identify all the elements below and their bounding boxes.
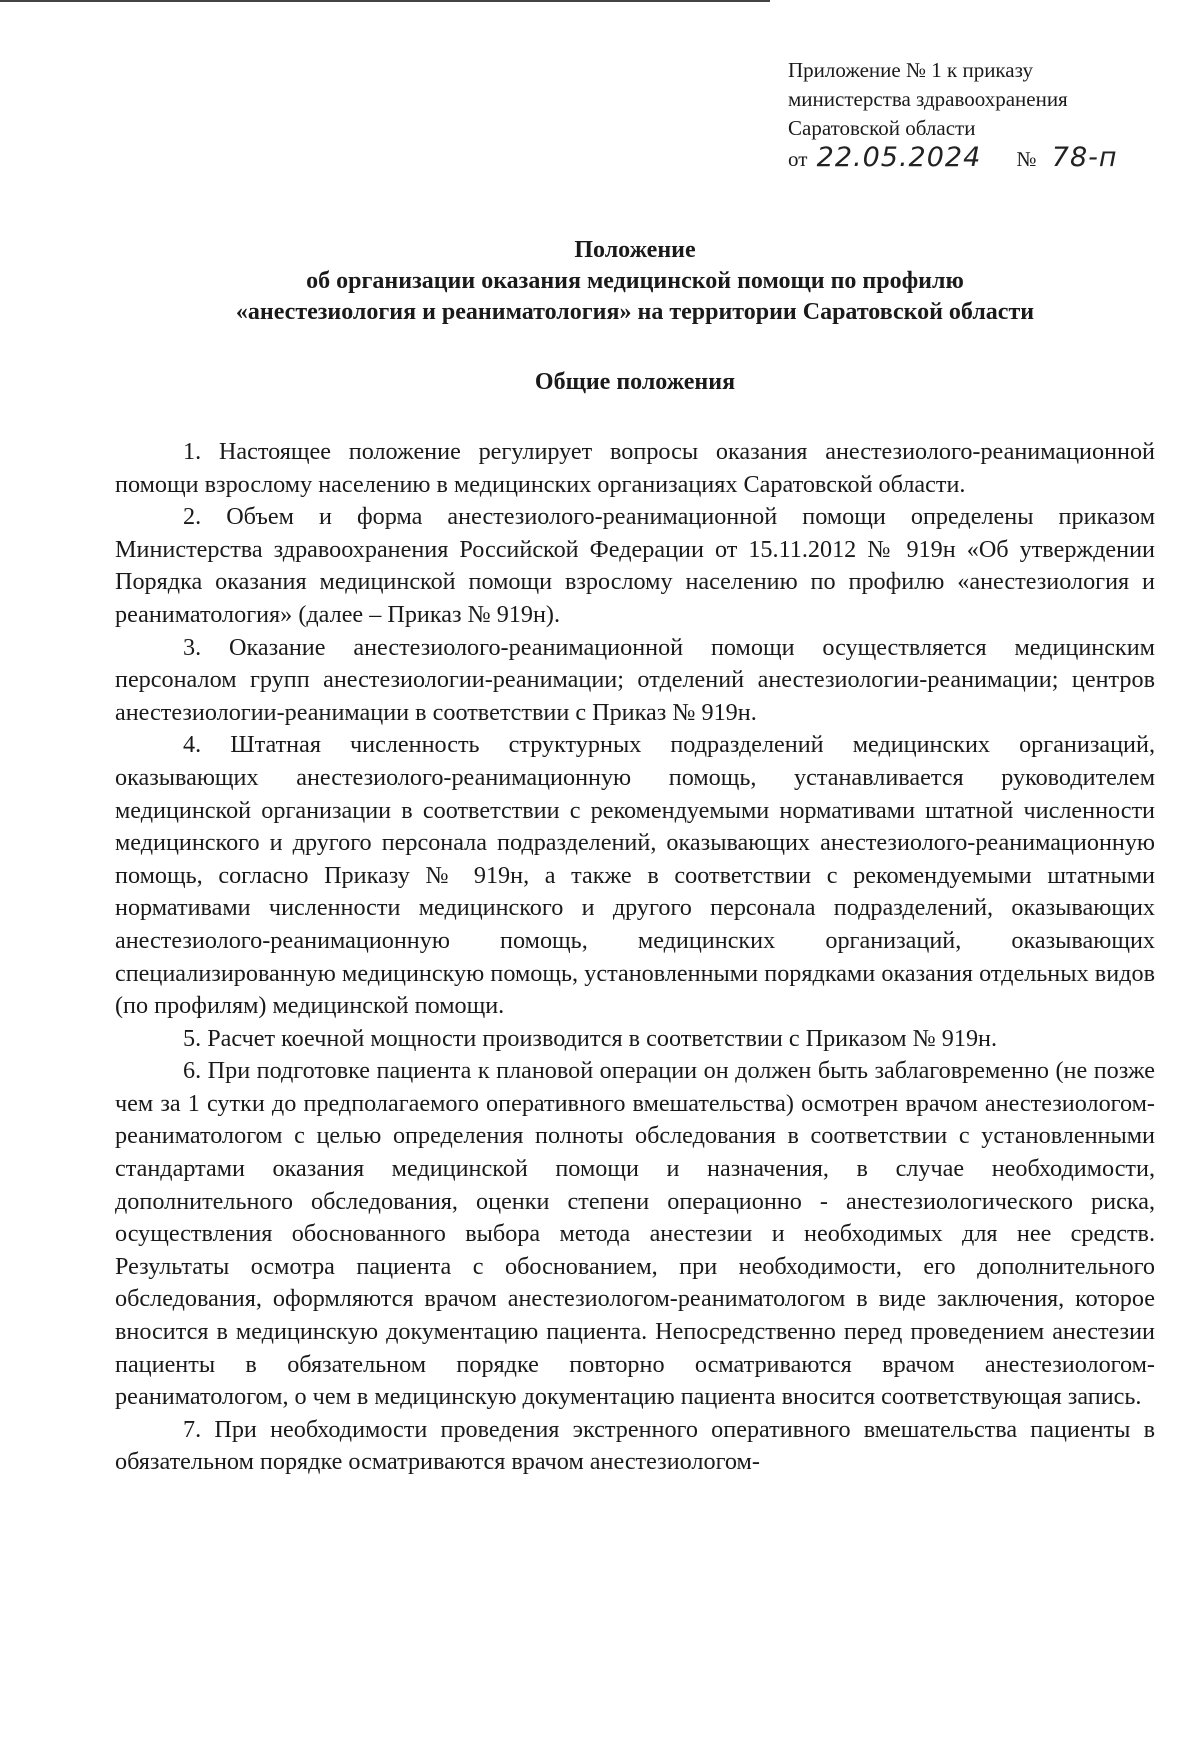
paragraph-2: 2. Объем и форма анестезиолого-реанимационной помощи определены приказом Министерства здравоохранения Российской Федерации от 15.11.2012 № 919н «Об утверждении Порядка оказания медицинской помощи взрослому населению по профилю «анестезиология и реаниматология» (далее – Приказ № 919н). (115, 503, 1155, 628)
paragraph-1: 1. Настоящее положение регулирует вопросы оказания анестезиолого-реанимационной помощи взрослому населению в медицинских организациях Саратовской области. (115, 438, 1155, 498)
title-line-2: об организации оказания медицинской помощи по профилю (306, 268, 964, 294)
appendix-date-line (788, 143, 1188, 174)
body-text (115, 436, 1155, 1479)
appendix-line-1: Приложение № 1 к приказу (788, 58, 1033, 82)
paragraph-4: 4. Штатная численность структурных подразделений медицинских организаций, оказывающих анестезиолого-реанимационную помощь, устанавливается руководителем медицинской организации в соответствии с рекомендуемыми нормативами штатной численности медицинского и другого персонала подразделений, оказывающих анестезиолого-реанимационную помощь, согласно Приказу № 919н, а также в соответствии с рекомендуемыми штатными нормативами численности медицинского и другого персонала подразделений, оказывающих анестезиолого-реанимационную помощь, медицинских организаций, оказывающих специализированную медицинскую помощь, установленными порядками оказания отдельных видов (по профилям) медицинской помощи. (115, 731, 1155, 1020)
paragraph-3: 3. Оказание анестезиолого-реанимационной помощи осуществляется медицинским персоналом групп анестезиологии-реанимации; отделений анестезиологии-реанимации; центров анестезиологии-реанимации в соответствии с Приказ № 919н. (115, 633, 1155, 726)
scan-top-edge (0, 0, 770, 2)
appendix-line-2: министерства здравоохранения (788, 87, 1068, 111)
section-title: Общие положения (534, 369, 736, 395)
paragraph-6: 6. При подготовке пациента к плановой операции он должен быть заблаговременно (не позже чем за 1 сутки до предполагаемого оперативного вмешательства) осмотрен врачом анестезиологом-реаниматологом с целью определения полноты обследования в соответствии с установленными стандартами оказания медицинской помощи и назначения, в случае необходимости, дополнительного обследования, оценки степени операционно - анестезиологического риска, осуществления обоснованного выбора метода анестезии и необходимых для нее средств. Результаты осмотра пациента с обоснованием, при необходимости, его дополнительного обследования, оформляются врачом анестезиологом-реаниматологом в виде заключения, которое вносится в медицинскую документацию пациента. Непосредственно перед проведением анестезии пациенты в обязательном порядке повторно осматриваются врачом анестезиологом-реаниматологом, о чем в медицинскую документацию пациента вносится соответствующая запись. (115, 1057, 1155, 1411)
appendix-header (788, 56, 1188, 174)
title-line-3: «анестезиология и реаниматология» на территории Саратовской области (235, 299, 1035, 325)
document-title (115, 235, 1155, 328)
number-label: № (1016, 147, 1037, 171)
paragraph-5: 5. Расчет коечной мощности производится в соответствии с Приказом № 919н. (183, 1024, 998, 1052)
title-line-1: Положение (574, 237, 696, 263)
handwritten-date: 22.05.2024 (816, 142, 982, 173)
appendix-line-3: Саратовской области (788, 116, 976, 140)
paragraph-7: 7. При необходимости проведения экстренного оперативного вмешательства пациенты в обязательном порядке осматриваются врачом анестезиологом- (115, 1415, 1155, 1476)
handwritten-number: 78-п (1051, 142, 1118, 173)
date-prefix: от (788, 147, 808, 171)
